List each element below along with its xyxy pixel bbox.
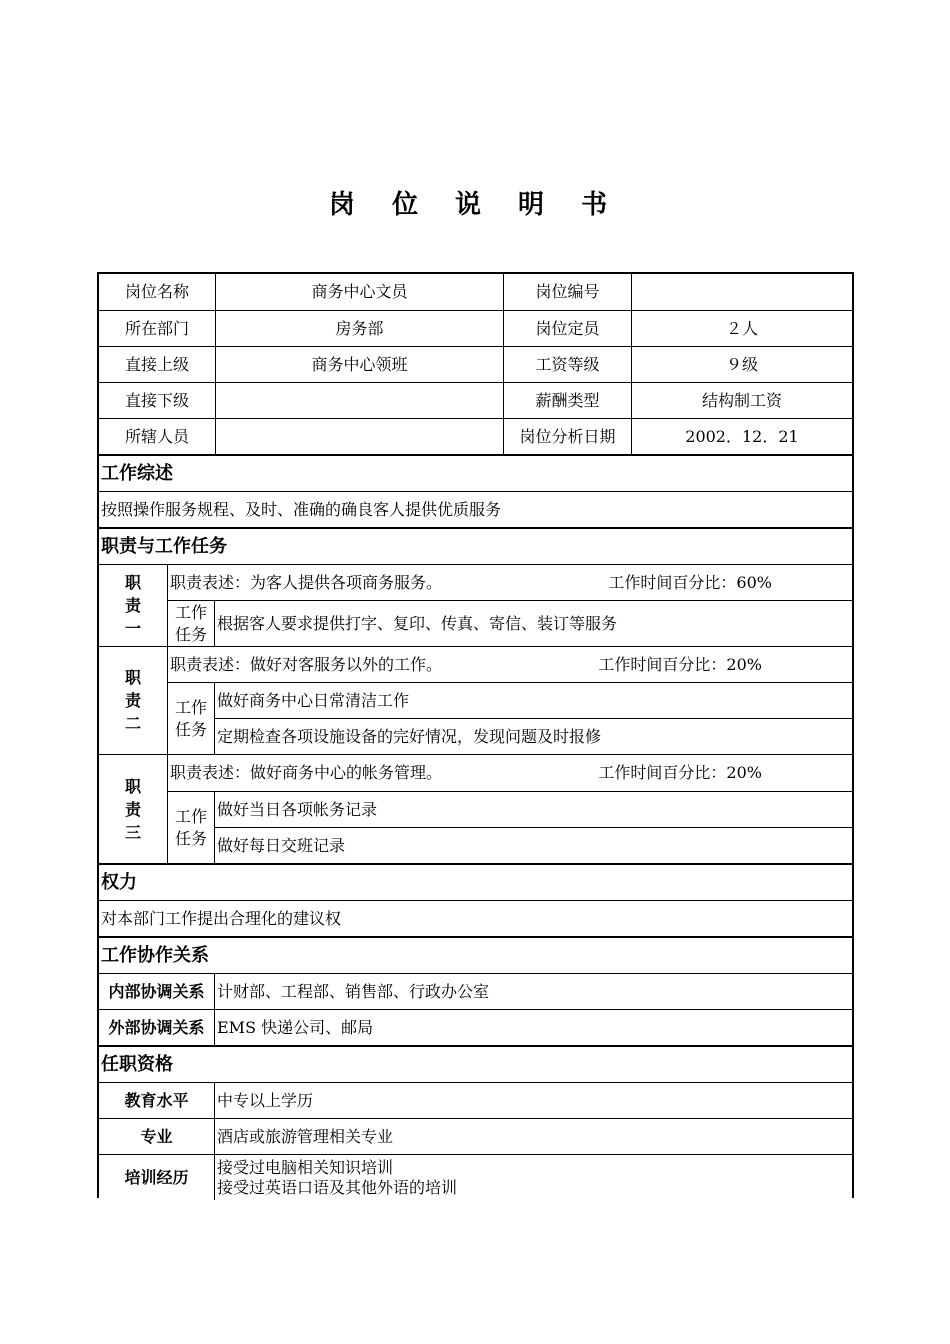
duty-label-3 <box>99 755 168 865</box>
label-department: 所在部门 <box>99 311 216 347</box>
section-heading-qualifications: 任职资格 <box>99 1047 852 1083</box>
job-description-form <box>97 272 854 1198</box>
label-internal-relations: 内部协调关系 <box>99 974 215 1010</box>
value-education: 中专以上学历 <box>215 1083 852 1119</box>
duty-1-task-1: 根据客人要求提供打字、复印、传真、寄信、装订等服务 <box>215 601 852 647</box>
task-label-line: 工作 <box>174 697 207 717</box>
duty-2-description: 职责表述：做好对客服务以外的工作。 <box>170 654 443 674</box>
training-line-2: 接受过英语口语及其他外语的培训 <box>217 1177 458 1197</box>
task-label-line: 任务 <box>174 828 207 848</box>
value-internal-relations: 计财部、工程部、销售部、行政办公室 <box>215 974 852 1010</box>
task-label-2 <box>168 683 215 755</box>
duty-label-char: 职 <box>124 776 141 796</box>
value-headcount: ２人 <box>632 311 852 347</box>
value-supervisor: 商务中心领班 <box>216 347 504 383</box>
duty-1-description: 职责表述：为客人提供各项商务服务。 <box>170 572 443 592</box>
duty-label-char: 责 <box>124 691 141 710</box>
label-education: 教育水平 <box>99 1083 215 1119</box>
label-position-name: 岗位名称 <box>99 274 216 311</box>
label-position-code: 岗位编号 <box>504 274 632 311</box>
label-subordinate: 直接下级 <box>99 383 216 419</box>
label-analysis-date: 岗位分析日期 <box>504 419 632 456</box>
section-heading-summary: 工作综述 <box>99 456 852 492</box>
task-label-line: 工作 <box>174 602 207 622</box>
value-analysis-date: 2002．12．21 <box>632 419 852 456</box>
task-label-1 <box>168 601 215 647</box>
duty-3-row <box>168 755 852 792</box>
duty-3-description: 职责表述：做好商务中心的帐务管理。 <box>170 763 443 782</box>
value-subordinate <box>216 383 504 419</box>
section-heading-duties: 职责与工作任务 <box>99 529 852 565</box>
section-heading-authority: 权力 <box>99 865 852 901</box>
value-position-name: 商务中心文员 <box>216 274 504 311</box>
value-staff <box>216 419 504 456</box>
task-label-line: 任务 <box>174 719 207 739</box>
label-salary-grade: 工资等级 <box>504 347 632 383</box>
task-label-3 <box>168 792 215 865</box>
section-heading-relations: 工作协作关系 <box>99 938 852 974</box>
duty-label-2 <box>99 647 168 755</box>
label-staff: 所辖人员 <box>99 419 216 456</box>
duty-label-char: 一 <box>124 619 141 638</box>
duty-label-char: 职 <box>124 668 141 687</box>
duty-2-time-percent: 工作时间百分比：20% <box>598 654 762 674</box>
value-training <box>215 1155 852 1200</box>
task-label-line: 任务 <box>174 624 207 644</box>
training-line-1: 接受过电脑相关知识培训 <box>217 1157 394 1177</box>
label-supervisor: 直接上级 <box>99 347 216 383</box>
duty-label-char: 职 <box>124 573 141 592</box>
task-label-line: 工作 <box>174 806 207 826</box>
summary-text: 按照操作服务规程、及时、准确的确良客人提供优质服务 <box>99 492 852 529</box>
duty-2-task-1: 做好商务中心日常清洁工作 <box>215 683 852 719</box>
duty-label-char: 责 <box>124 596 141 615</box>
label-pay-type: 薪酬类型 <box>504 383 632 419</box>
duty-2-row <box>168 647 852 683</box>
duty-3-task-1: 做好当日各项帐务记录 <box>215 792 852 828</box>
duty-label-1 <box>99 565 168 647</box>
authority-text: 对本部门工作提出合理化的建议权 <box>99 901 852 938</box>
label-headcount: 岗位定员 <box>504 311 632 347</box>
duty-label-char: 三 <box>124 822 141 842</box>
duty-3-time-percent: 工作时间百分比：20% <box>598 763 762 782</box>
value-salary-grade: ９级 <box>632 347 852 383</box>
value-position-code <box>632 274 852 311</box>
label-training: 培训经历 <box>99 1155 215 1200</box>
value-pay-type: 结构制工资 <box>632 383 852 419</box>
value-department: 房务部 <box>216 311 504 347</box>
value-external-relations: EMS 快递公司、邮局 <box>215 1010 852 1047</box>
label-external-relations: 外部协调关系 <box>99 1010 215 1047</box>
duty-label-char: 二 <box>124 714 141 733</box>
label-major: 专业 <box>99 1119 215 1155</box>
duty-2-task-2: 定期检查各项设施设备的完好情况，发现问题及时报修 <box>215 719 852 755</box>
duty-label-char: 责 <box>124 799 141 819</box>
duty-3-task-2: 做好每日交班记录 <box>215 828 852 865</box>
value-major: 酒店或旅游管理相关专业 <box>215 1119 852 1155</box>
duty-1-row <box>168 565 852 601</box>
page-title: 岗 位 说 明 书 <box>328 190 622 220</box>
duty-1-time-percent: 工作时间百分比：60% <box>608 572 772 592</box>
